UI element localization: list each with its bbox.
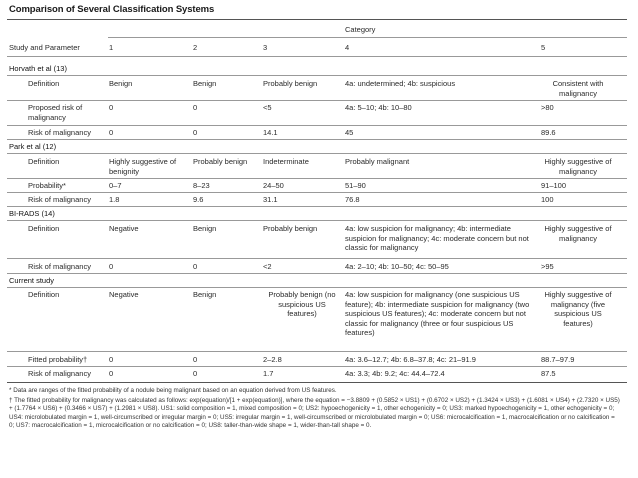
table-cell: Negative: [109, 290, 139, 299]
table-cell: 0: [193, 128, 198, 137]
column-header-5: 5: [541, 43, 546, 52]
row-rule: [7, 100, 627, 101]
table-cell: 2–2.8: [263, 355, 282, 364]
row-rule: [7, 178, 627, 179]
table-cell: <5: [263, 103, 272, 112]
table-cell: 4a: 3.3; 4b: 9.2; 4c: 44.4–72.4: [345, 369, 445, 378]
table-cell: Consistent with malignancy: [552, 79, 604, 98]
table-cell: 14.1: [263, 128, 278, 137]
table-cell: 24–50: [263, 181, 284, 190]
table-cell: 45: [345, 128, 354, 137]
table-cell: Highly suggestive of benignity: [109, 157, 177, 176]
table-cell: Probably benign: [263, 224, 318, 233]
table-cell: 4a: 2–10; 4b: 10–50; 4c: 50–95: [345, 262, 449, 271]
row-rule: [7, 206, 627, 207]
param-label: Proposed risk of malignancy: [28, 103, 83, 122]
table-cell: 0–7: [109, 181, 122, 190]
row-rule: [7, 153, 627, 154]
row-rule: [7, 273, 627, 274]
table-cell: 0: [109, 262, 114, 271]
row-rule: [7, 192, 627, 193]
table-cell: >95: [541, 262, 554, 271]
table-cell: Probably malignant: [345, 157, 410, 166]
table-cell: 4a: low suspicion for malignancy (one suspicious US feature); 4b: intermediate suspicion for malignancy (two suspicious US features); 4c: moderate concern but not classic for malignancy (three or four suspicious US features): [345, 290, 530, 338]
table-title: Comparison of Several Classification Systems: [9, 4, 215, 15]
param-label: Risk of malignancy: [28, 128, 91, 137]
section-label: Horvath et al (13): [9, 64, 67, 73]
bottom-rule: [7, 382, 627, 383]
table-cell: 31.1: [263, 195, 278, 204]
table-cell: 4a: undetermined; 4b: suspicious: [345, 79, 456, 88]
header-rule: [7, 56, 627, 57]
footnote-equation: † The fitted probability for malignancy was calculated as follows: exp(equation)/[1 + exp(equation)], where the equation = −3.8809 + (0.5852 × US1) + (0.6702 × US2) + (1.3424 × US3) + (1.6081 × US4) + (2.7320 × US5) + (1.7764 × US6) + (0.3466 × US7) + (1.2981 × US8). US1: solid composition = 1, mixed composition = 0; US2: hypoechogenicity = 1, other echogenicity = 0; US3: marked hypoechogenicity = 1, other echogenicity = 0; US4: microlobulated margin = 1, well-circumscribed or irregular margin = 0; US5: irregular margin = 1, well-circumscribed or microlobulated margin = 0; US6: microcalcification = 1, macrocalcification or no calcification = 0; US7: macrocalcification = 1, microcalcification or no calcification = 0; US8: taller-than-wide shape = 1, wider-than-tall shape = 0.: [9, 397, 620, 430]
table-cell: 0: [109, 369, 114, 378]
table-cell: 76.8: [345, 195, 360, 204]
table-cell: 88.7–97.9: [541, 355, 575, 364]
column-header-2: 2: [193, 43, 198, 52]
row-rule: [7, 125, 627, 126]
table-cell: 51–90: [345, 181, 366, 190]
table-cell: Benign: [109, 79, 133, 88]
footnote-probability: * Data are ranges of the fitted probability of a nodule being malignant based on an equation derived from US features.: [9, 387, 337, 394]
table-cell: Probably benign: [193, 157, 248, 166]
table-cell: 87.5: [541, 369, 556, 378]
table-cell: Negative: [109, 224, 139, 233]
table-cell: Indeterminate: [263, 157, 309, 166]
param-label: Risk of malignancy: [28, 369, 91, 378]
table-cell: Benign: [193, 79, 217, 88]
table-cell: 0: [193, 262, 198, 271]
section-label: BI-RADS (14): [9, 209, 55, 218]
section-label: Park et al (12): [9, 142, 57, 151]
column-header-1: 1: [109, 43, 114, 52]
param-label: Definition: [28, 157, 60, 166]
section-label: Current study: [9, 276, 55, 285]
column-header-4: 4: [345, 43, 350, 52]
table-cell: 4a: 5–10; 4b: 10–80: [345, 103, 412, 112]
table-cell: 100: [541, 195, 554, 204]
table-cell: 0: [193, 355, 198, 364]
param-label: Fitted probability†: [28, 355, 88, 364]
row-rule: [7, 220, 627, 221]
column-header-parameter: Study and Parameter: [9, 43, 80, 52]
table-cell: 1.8: [109, 195, 120, 204]
table-cell: Probably benign (no suspicious US features): [268, 290, 336, 319]
param-label: Definition: [28, 290, 60, 299]
param-label: Risk of malignancy: [28, 195, 91, 204]
column-header-3: 3: [263, 43, 268, 52]
table-cell: 9.6: [193, 195, 204, 204]
row-rule: [7, 75, 627, 76]
category-header: Category: [345, 25, 376, 34]
param-label: Definition: [28, 79, 60, 88]
param-label: Risk of malignancy: [28, 262, 91, 271]
category-rule: [108, 37, 627, 38]
row-rule: [7, 287, 627, 288]
table-cell: 1.7: [263, 369, 274, 378]
table-cell: 0: [109, 128, 114, 137]
table-cell: Probably benign: [263, 79, 318, 88]
table-cell: Highly suggestive of malignancy: [544, 224, 612, 243]
row-rule: [7, 258, 627, 259]
table-cell: >80: [541, 103, 554, 112]
table-cell: Benign: [193, 224, 217, 233]
table-cell: 91–100: [541, 181, 567, 190]
table-cell: 4a: low suspicion for malignancy; 4b: intermediate suspicion for malignancy; 4c: moderate concern but not classic for malignancy: [345, 224, 529, 253]
table-cell: 0: [109, 103, 114, 112]
table-cell: 4a: 3.6–12.7; 4b: 6.8–37.8; 4c: 21–91.9: [345, 355, 476, 364]
row-rule: [7, 351, 627, 352]
table-cell: Highly suggestive of malignancy (five suspicious US features): [544, 290, 612, 328]
table-cell: Benign: [193, 290, 217, 299]
param-label: Probability*: [28, 181, 66, 190]
table-cell: 0: [193, 369, 198, 378]
row-rule: [7, 366, 627, 367]
table-cell: <2: [263, 262, 272, 271]
param-label: Definition: [28, 224, 60, 233]
table-cell: 8–23: [193, 181, 210, 190]
row-rule: [7, 139, 627, 140]
table-cell: Highly suggestive of malignancy: [544, 157, 612, 176]
table-cell: 0: [193, 103, 198, 112]
table-cell: 0: [109, 355, 114, 364]
table-cell: 89.6: [541, 128, 556, 137]
top-rule: [7, 19, 627, 20]
